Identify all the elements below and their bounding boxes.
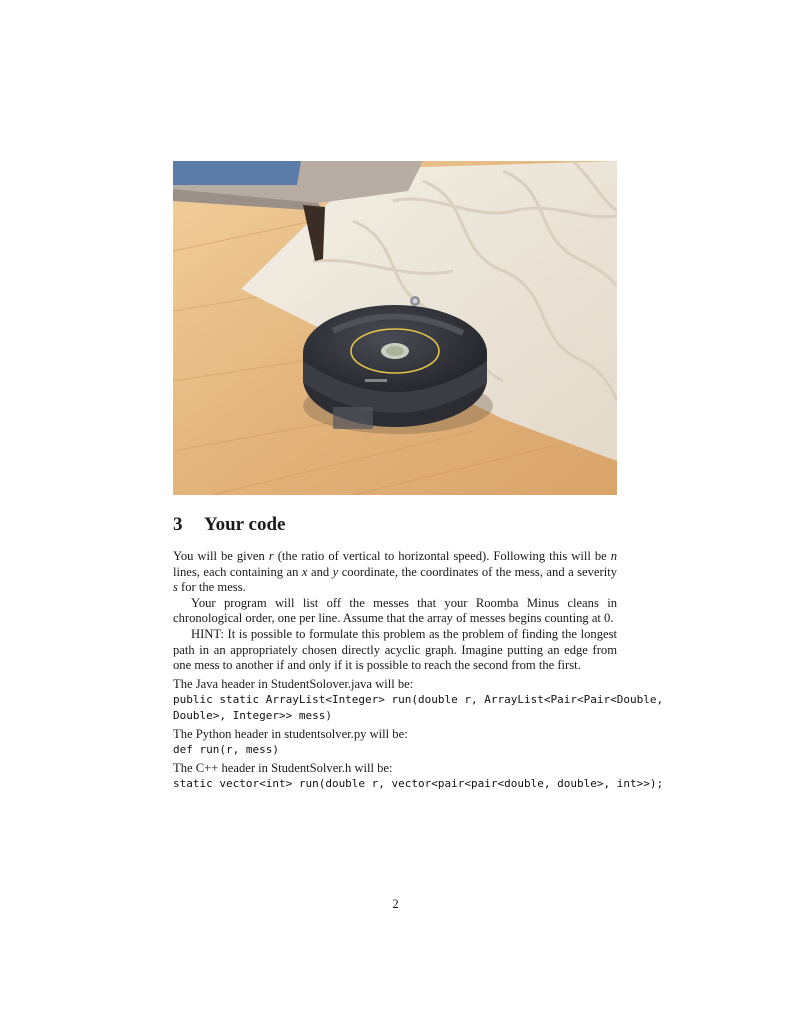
text-run: (the ratio of vertical to horizontal speed). Following this will be	[273, 549, 611, 563]
paragraph-output-description: Your program will list off the messes that your Roomba Minus cleans in chronological order, one per line. Assume that the array of messes begins counting at 0.	[173, 595, 617, 626]
roomba-photo	[173, 161, 617, 495]
section-number: 3	[173, 514, 183, 535]
variable-r: r	[268, 549, 274, 563]
variable-y: y	[332, 564, 339, 579]
roomba-photo-icon	[173, 161, 617, 495]
python-header-label: The Python header in studentsolver.py will be:	[173, 726, 408, 741]
java-header-label: The Java header in StudentSolover.java will be:	[173, 676, 414, 691]
paragraph-hint: HINT: It is possible to formulate this problem as the problem of finding the longest path in an appropriately chosen directly acyclic graph. Imagine putting an edge from one mess to another if and only if it is possible to reach the second from the first.	[173, 626, 617, 673]
text-run: coordinate, the coordinates of the mess, and a severity	[338, 564, 618, 579]
section-title: Your code	[204, 514, 286, 535]
java-header-code: public static ArrayList<Integer> run(double r, ArrayList<Pair<Pair<Double, Double>, Integer>> mess)	[173, 693, 670, 722]
page-number: 2	[392, 897, 399, 911]
variable-x: x	[301, 564, 308, 579]
text-run: lines, each containing an	[173, 564, 302, 579]
paragraph-input-description	[173, 549, 617, 596]
section-heading	[173, 514, 285, 536]
variable-n: n	[610, 549, 618, 563]
python-header-code: def run(r, mess)	[173, 743, 279, 757]
section-body	[173, 549, 670, 792]
text-run: for the mess.	[177, 580, 246, 595]
text-run: You will be given	[173, 549, 269, 563]
variable-s: s	[173, 580, 178, 595]
text-run: and	[307, 564, 333, 579]
cpp-header-code: static vector<int> run(double r, vector<pair<pair<double, double>, int>>);	[173, 777, 664, 791]
cpp-header-label: The C++ header in StudentSolver.h will be:	[173, 760, 393, 775]
